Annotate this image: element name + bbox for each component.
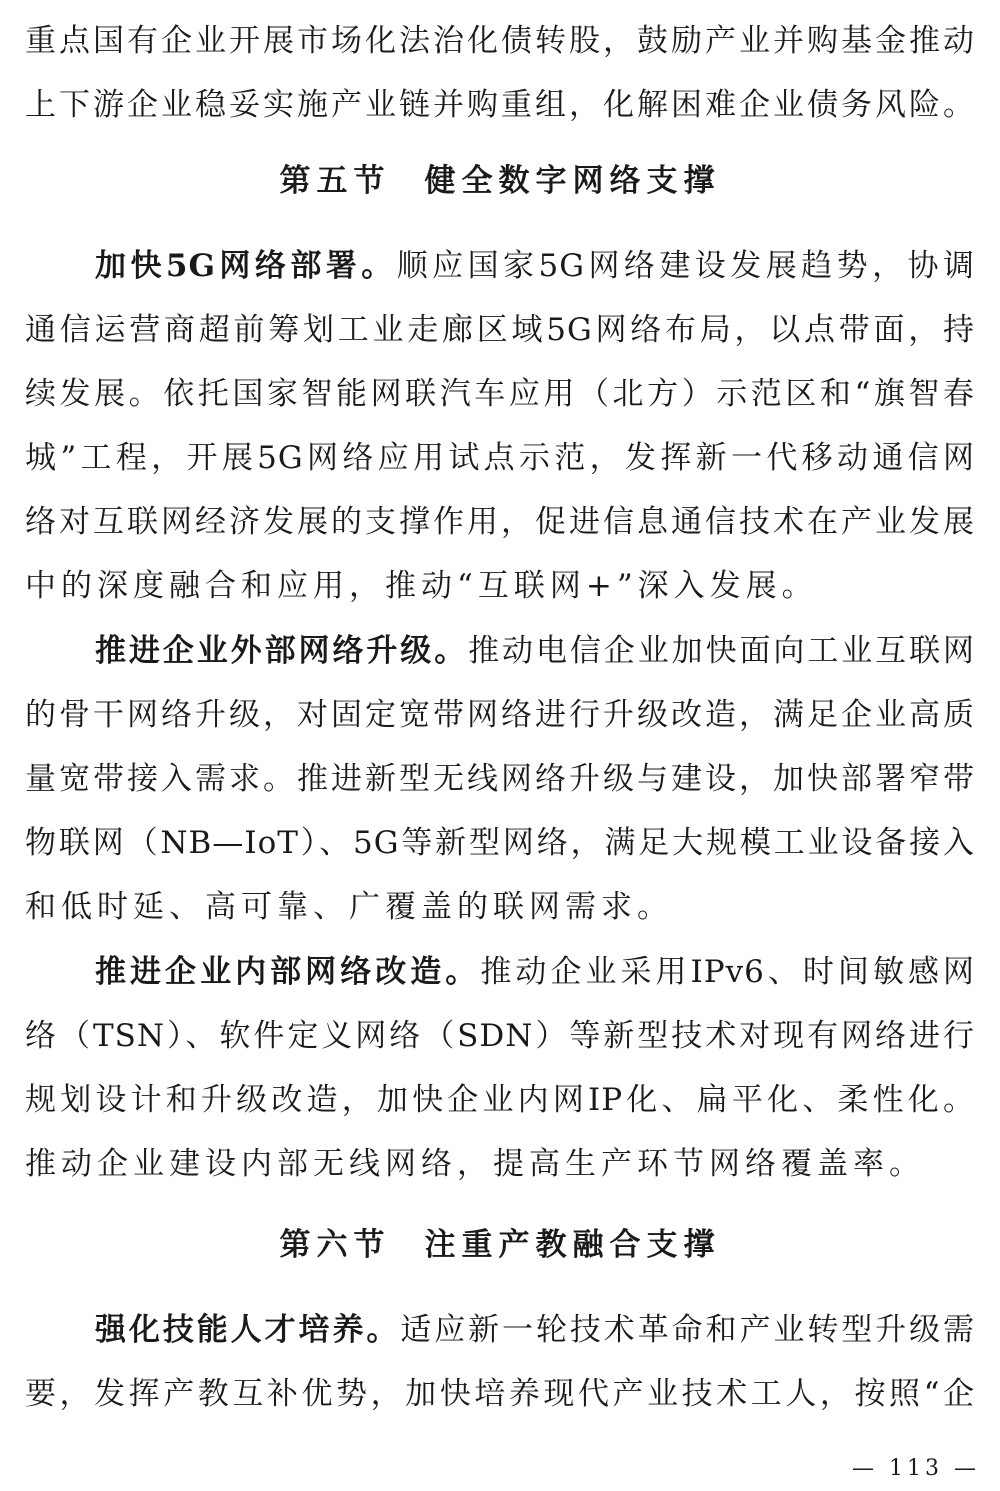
text-line: 重点国有企业开展市场化法治化债转股，鼓励产业并购基金推动 xyxy=(25,23,975,59)
text-line: 量宽带接入需求。推进新型无线网络升级与建设，加快部署窄带 xyxy=(25,761,975,797)
text-line: 规划设计和升级改造，加快企业内网IP化、扁平化、柔性化。 xyxy=(25,1082,975,1118)
paragraph-lead: 加快5G网络部署。 xyxy=(95,248,397,284)
paragraph-lead: 推进企业内部网络改造。 xyxy=(95,954,481,990)
text-line: 上下游企业稳妥实施产业链并购重组，化解困难企业债务风险。 xyxy=(25,87,975,123)
text-line: 要，发挥产教互补优势，加快培养现代产业技术工人，按照“企 xyxy=(25,1376,975,1412)
page-number: — 113 — xyxy=(852,1456,980,1481)
section-title: 健全数字网络支撑 xyxy=(424,163,721,199)
paragraph-lead: 推进企业外部网络升级。 xyxy=(95,633,469,669)
paragraph-first-line xyxy=(25,940,975,1004)
paragraph-text: 顺应国家5G网络建设发展趋势，协调 xyxy=(396,248,975,284)
section-title: 注重产教融合支撑 xyxy=(424,1227,721,1263)
section-number: 第六节 xyxy=(279,1227,391,1263)
paragraph-first-line xyxy=(25,234,975,298)
text-line: 续发展。依托国家智能网联汽车应用（北方）示范区和“旗智春 xyxy=(25,376,975,412)
paragraph-text: 推动企业采用IPv6、时间敏感网 xyxy=(480,954,976,990)
paragraph-first-line xyxy=(25,1298,975,1362)
text-line: 络对互联网经济发展的支撑作用，促进信息通信技术在产业发展 xyxy=(25,504,975,540)
text-line: 络（TSN）、软件定义网络（SDN）等新型技术对现有网络进行 xyxy=(25,1018,975,1054)
text-line: 通信运营商超前筹划工业走廊区域5G网络布局，以点带面，持 xyxy=(25,312,975,348)
text-line: 城”工程，开展5G网络应用试点示范，发挥新一代移动通信网 xyxy=(25,440,975,476)
text-line: 的骨干网络升级，对固定宽带网络进行升级改造，满足企业高质 xyxy=(25,697,975,733)
section-number: 第五节 xyxy=(279,163,391,199)
section-heading xyxy=(0,1213,1000,1277)
text-line: 物联网（NB—IoT）、5G等新型网络，满足大规模工业设备接入 xyxy=(25,825,975,861)
section-heading xyxy=(0,149,1000,213)
text-line: 推动企业建设内部无线网络，提高生产环节网络覆盖率。 xyxy=(25,1146,925,1182)
paragraph-text: 推动电信企业加快面向工业互联网 xyxy=(468,633,976,669)
paragraph-lead: 强化技能人才培养。 xyxy=(95,1312,401,1348)
text-line: 和低时延、高可靠、广覆盖的联网需求。 xyxy=(25,889,673,925)
paragraph-first-line xyxy=(25,619,975,683)
paragraph-text: 适应新一轮技术革命和产业转型升级需 xyxy=(400,1312,975,1348)
text-line: 中的深度融合和应用，推动“互联网+”深入发展。 xyxy=(25,568,818,604)
